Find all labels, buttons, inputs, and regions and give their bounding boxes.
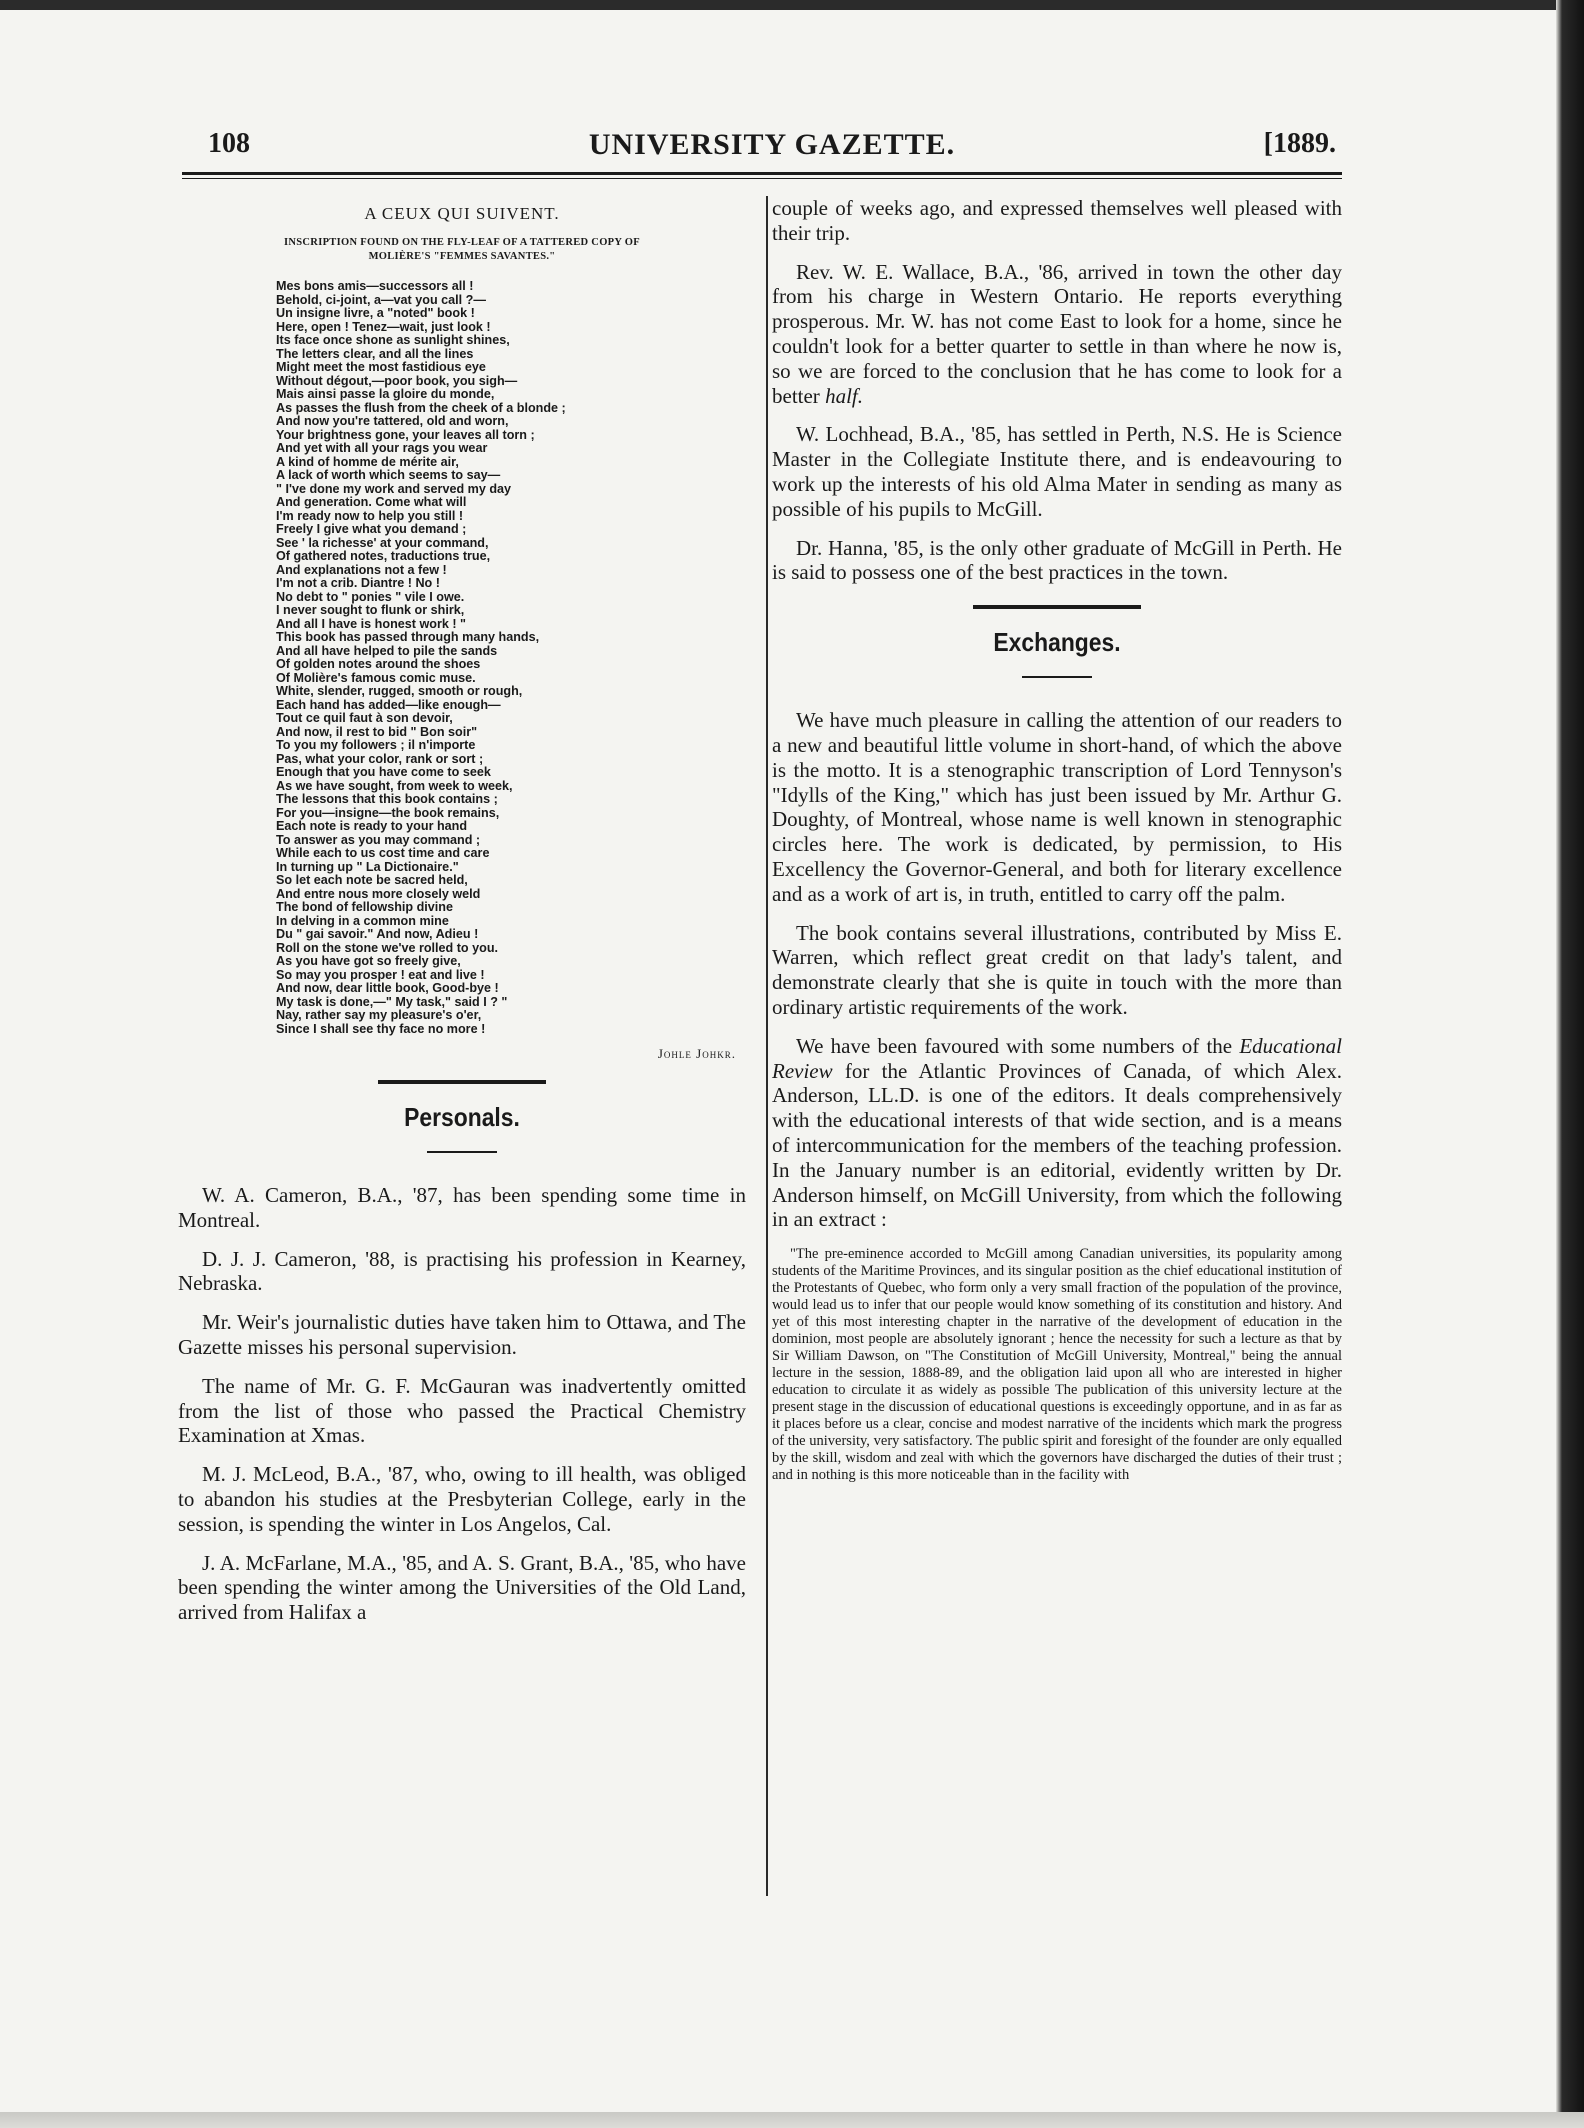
- poem-line: Since I shall see thy face no more !: [276, 1021, 486, 1036]
- poem-subtitle: [178, 236, 746, 264]
- poem-line: While each to us cost time and care: [276, 846, 490, 860]
- section-divider: [378, 1080, 546, 1084]
- personal-paragraph: W. A. Cameron, B.A., '87, has been spending some time in Montreal.: [178, 1183, 746, 1232]
- exchanges-paragraph: [772, 1034, 1342, 1232]
- poem-line: Nay, rather say my pleasure's o'er,: [276, 1008, 482, 1022]
- poem-line: Enough that you have come to seek: [276, 765, 491, 779]
- page-header: [208, 128, 1336, 168]
- poem-subtitle-line: INSCRIPTION FOUND ON THE FLY-LEAF OF A TATTERED COPY OF: [284, 237, 640, 248]
- poem-line: And generation. Come what will: [276, 495, 467, 509]
- poem-line: Of Molière's famous comic muse.: [276, 670, 476, 685]
- personal-paragraph: The name of Mr. G. F. McGauran was inadvertently omitted from the list of those who passed the Practical Chemistry Examination at Xmas.: [178, 1373, 746, 1448]
- poem-line: This book has passed through many hands,: [276, 630, 540, 644]
- poem-title: A CEUX QUI SUIVENT.: [364, 204, 560, 223]
- paragraph-text: Rev. W. E. Wallace, B.A., '86, arrived in town the other day from his charge in Western Ontario. He reports everything prosperous. Mr. W. has not come East to look for a home, since he couldn't look for a better quarter to settle in than where he now is, so we are forced to the conclusion that he has come to look for a better: [772, 259, 1342, 408]
- poem-body: [178, 280, 746, 1036]
- paragraph-text: for the Atlantic Provinces of Canada, of which Alex. Anderson, LL.D. is one of the editors. It deals comprehensively with the educational interests of that wide section, and is a means of intercommunication for the members of the teaching profession. In the January number is an editorial, evidently written by Dr. Anderson himself, on McGill University, from which the following in an extract :: [772, 1058, 1343, 1232]
- poem-line: In turning up " La Dictionaire.": [276, 859, 459, 874]
- editorial-quote: "The pre-eminence accorded to McGill among Canadian universities, its popularity among students of the Maritime Provinces, and its singular position as the chief educational institution of the Protestants of Quebec, who form only a very small fraction of the population of the province, would lead us to infer that our people would know something of its constitution and history. And yet of this most interesting chapter in the narrative of the development of education in the dominion, most people are absolutely ignorant ; hence the necessity for such a lecture as that by Sir William Dawson, on "The Constitution of McGill University, Montreal," being the annual lecture in the session, 1888-89, and the obligation laid upon all who are interested in higher education to circulate it as widely as possible The publication of this university lecture at the present stage in the discussion of educational questions is exceedingly opportune, and in as far as it places before us a clear, concise and modest narrative of the incidents which mark the progress of the university, very satisfactory. The public spirit and foresight of the founder are only equalled by the skill, wisdom and zeal with which the governors have discharged the duties of their trust ; and in nothing is this more noticeable than in the facility with: [772, 1246, 1342, 1484]
- poem-line: And explanations not a few !: [276, 562, 447, 577]
- poem-line: Roll on the stone we've rolled to you.: [276, 940, 499, 955]
- poem-line: Behold, ci-joint, a—vat you call ?—: [276, 292, 486, 307]
- poem-line: Your brightness gone, your leaves all torn ;: [276, 427, 535, 442]
- poem-line: Each note is ready to your hand: [276, 819, 468, 833]
- poem-line: So may you prosper ! eat and live !: [276, 967, 485, 982]
- poem-line: I'm not a crib. Diantre ! No !: [276, 576, 440, 590]
- poem-line: The lessons that this book contains ;: [276, 792, 498, 806]
- personal-paragraph: Mr. Weir's journalistic duties have taken him to Ottawa, and The Gazette misses his personal supervision.: [178, 1310, 746, 1359]
- poem-line: For you—insigne—the book remains,: [276, 805, 500, 820]
- personal-paragraph-hanna: Dr. Hanna, '85, is the only other graduate of McGill in Perth. He is said to possess one of the best practices in the town.: [772, 535, 1342, 585]
- poem-line: And all have helped to pile the sands: [276, 643, 498, 658]
- poem-line: Tout ce quil faut à son devoir,: [276, 711, 453, 725]
- personals-section: [178, 1183, 746, 1625]
- poem-line: And now, dear little book, Good-bye !: [276, 981, 499, 995]
- poem-line: Mais ainsi passe la gloire du monde,: [276, 387, 495, 401]
- poem-line: As we have sought, from week to week,: [276, 778, 513, 793]
- poem-signature: Johle Johkr.: [657, 1046, 736, 1061]
- exchanges-paragraph: We have much pleasure in calling the attention of our readers to a new and beautiful little volume in short-hand, of which the above is the motto. It is a stenographic transcription of Lord Tennyson's "Idylls of the King," which has just been issued by Mr. Arthur G. Doughty, of Montreal, whose name is well known in stenographic circles here. The work is dedicated, by permission, to His Excellency the Governor-General, and both for literary excellence and as a work of art is, in truth, entitled to carry off the palm.: [772, 708, 1342, 906]
- poem-line: Each hand has added—like enough—: [276, 697, 501, 712]
- exchanges-heading: Exchanges.: [993, 627, 1121, 658]
- poem-line: Its face once shone as sunlight shines,: [276, 333, 510, 347]
- poem-line: A lack of worth which seems to say—: [276, 468, 501, 482]
- right-column: [772, 196, 1342, 1484]
- poem-line: Might meet the most fastidious eye: [276, 360, 486, 374]
- poem-line: Pas, what your color, rank or sort ;: [276, 751, 484, 766]
- poem-line: To answer as you may command ;: [276, 832, 481, 847]
- poem-line: A kind of homme de mérite air,: [276, 454, 459, 469]
- scan-bottom-edge: [0, 2112, 1584, 2128]
- poem-line: Of golden notes around the shoes: [276, 657, 481, 671]
- poem-line: No debt to " ponies " vile I owe.: [276, 589, 465, 604]
- poem-line: And now, il rest to bid " Bon soir": [276, 724, 478, 739]
- personal-paragraph-lochhead: W. Lochhead, B.A., '85, has settled in Perth, N.S. He is Science Master in the Collegiate Institute there, and is endeavouring to work up the interests of his old Alma Mater in sending as many as possible of his pupils to McGill.: [772, 422, 1342, 521]
- poem-line: Un insigne livre, a "noted" book !: [276, 306, 475, 320]
- header-rule-thin: [182, 178, 1342, 179]
- scan-top-edge: [0, 0, 1584, 10]
- poem-line: I never sought to flunk or shirk,: [276, 603, 465, 617]
- poem-line: Of gathered notes, traductions true,: [276, 549, 491, 563]
- masthead: UNIVERSITY GAZETTE.: [588, 128, 956, 161]
- poem-line: The bond of fellowship divine: [276, 900, 454, 914]
- poem-line: And entre nous more closely weld: [276, 886, 481, 901]
- personal-paragraph: D. J. J. Cameron, '88, is practising his profession in Kearney, Nebraska.: [178, 1246, 746, 1296]
- column-divider: [766, 196, 768, 1896]
- issue-year: [1889.: [1263, 128, 1336, 159]
- heading-underline: [427, 1151, 497, 1153]
- poem-line: Mes bons amis—successors all !: [276, 279, 474, 293]
- personal-paragraph: M. J. McLeod, B.A., '87, who, owing to ill health, was obliged to abandon his studies at the Presbyterian College, early in the session, is spending the winter in Los Angelos, Cal.: [178, 1462, 746, 1536]
- poem-line: As passes the flush from the cheek of a blonde ;: [276, 400, 566, 415]
- page-number: 108: [208, 128, 250, 159]
- poem-line: See ' la richesse' at your command,: [276, 535, 489, 550]
- scan-right-edge: [1556, 0, 1584, 2128]
- paragraph-text: We have been favoured with some numbers of the: [796, 1033, 1233, 1058]
- personal-paragraph: J. A. McFarlane, M.A., '85, and A. S. Grant, B.A., '85, who have been spending the winter among the Universities of the Old Land, arrived from Halifax a: [178, 1550, 746, 1625]
- poem-line: The letters clear, and all the lines: [276, 346, 474, 361]
- poem-line: And now you're tattered, old and worn,: [276, 414, 509, 428]
- poem-line: Freely I give what you demand ;: [276, 522, 467, 536]
- poem-line: In delving in a common mine: [276, 913, 449, 928]
- poem-line: And yet with all your rags you wear: [276, 441, 488, 455]
- section-divider: [973, 605, 1141, 609]
- poem-line: And all I have is honest work ! ": [276, 616, 467, 631]
- poem-line: Du " gai savoir." And now, Adieu !: [276, 927, 479, 941]
- publication-title: Educational Review: [772, 1033, 1342, 1083]
- poem-line: I'm ready now to help you still !: [276, 508, 464, 523]
- poem-line: As you have got so freely give,: [276, 954, 461, 968]
- personals-heading: Personals.: [404, 1102, 520, 1132]
- poem-line: Here, open ! Tenez—wait, just look !: [276, 319, 491, 334]
- exchanges-paragraph: The book contains several illustrations, contributed by Miss E. Warren, which reflect great credit on that lady's talent, and demonstrate clearly that she is quite in touch with the more than ordinary artistic requirements of the work.: [772, 920, 1342, 1019]
- poem-subtitle-line: MOLIÈRE'S "FEMMES SAVANTES.": [368, 251, 556, 262]
- poem-line: Without dégout,—poor book, you sigh—: [276, 373, 518, 388]
- poem-line: " I've done my work and served my day: [276, 481, 512, 496]
- italic-word: half.: [825, 383, 863, 408]
- poem-line: White, slender, rugged, smooth or rough,: [276, 684, 523, 698]
- header-rule-thick: [182, 172, 1342, 175]
- poem-line: To you my followers ; il n'importe: [276, 738, 476, 752]
- poem-line: So let each note be sacred held,: [276, 873, 468, 887]
- left-column: [178, 196, 746, 1639]
- continued-paragraph: couple of weeks ago, and expressed themselves well pleased with their trip.: [772, 196, 1342, 245]
- heading-underline: [1022, 676, 1092, 678]
- poem-line: My task is done,—" My task," said I ? ": [276, 994, 508, 1009]
- personal-paragraph-wallace: [772, 260, 1342, 409]
